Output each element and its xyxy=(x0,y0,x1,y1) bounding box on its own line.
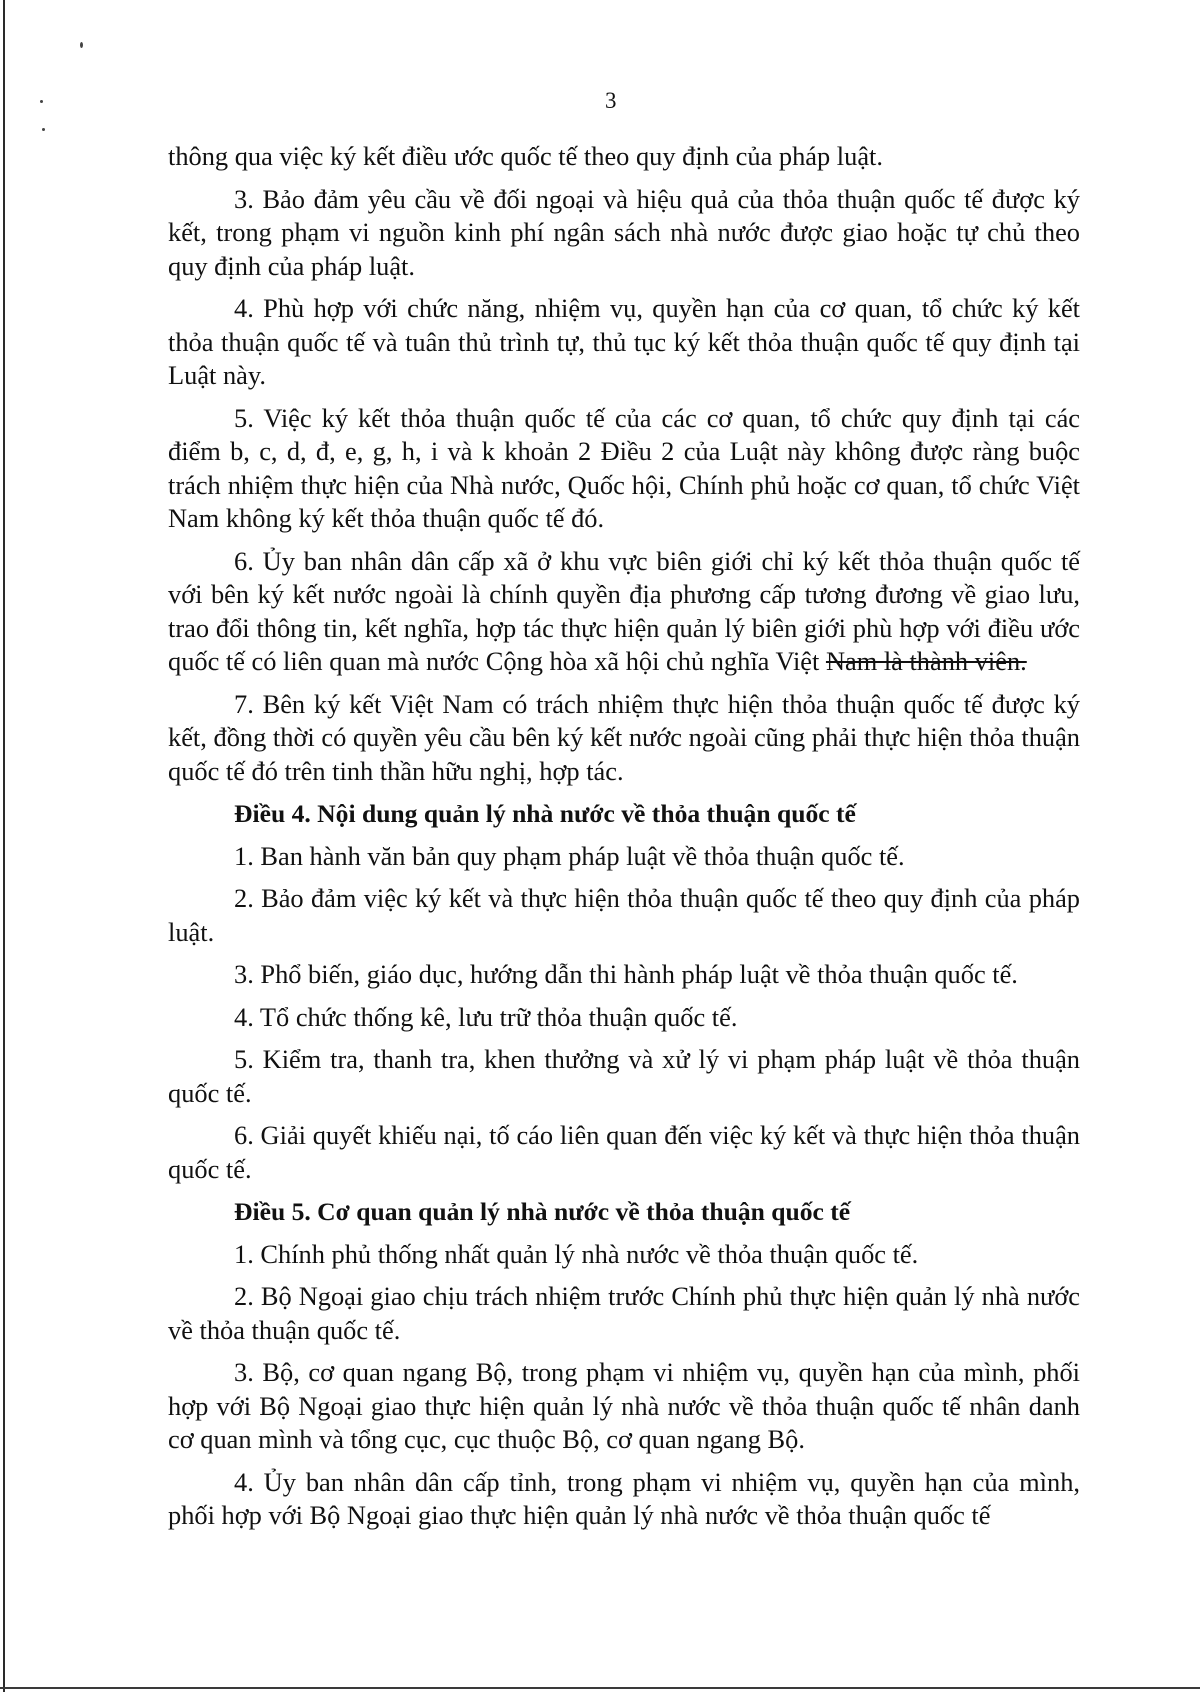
article-5-item-4: 4. Ủy ban nhân dân cấp tỉnh, trong phạm vi nhiệm vụ, quyền hạn của mình, phối hợp với Bộ Ngoại giao thực hiện quản lý nhà nước về thỏa thuận quốc tế xyxy=(168,1466,1080,1530)
article-4-item-4: 4. Tổ chức thống kê, lưu trữ thỏa thuận quốc tế. xyxy=(234,1001,738,1032)
paragraph-continuation: thông qua việc ký kết điều ước quốc tế theo quy định của pháp luật. xyxy=(168,141,883,171)
scan-speck xyxy=(80,42,83,48)
article-4-heading: Điều 4. Nội dung quản lý nhà nước về thỏa thuận quốc tế xyxy=(234,799,856,828)
article-5-heading: Điều 5. Cơ quan quản lý nhà nước về thỏa thuận quốc tế xyxy=(234,1197,851,1226)
scan-left-border xyxy=(3,0,5,1692)
article-5-item-2: 2. Bộ Ngoại giao chịu trách nhiệm trước Chính phủ thực hiện quản lý nhà nước về thỏa thuận quốc tế. xyxy=(168,1281,1080,1345)
paragraph-item-5: 5. Việc ký kết thỏa thuận quốc tế của các cơ quan, tổ chức quy định tại các điểm b, c, d, đ, e, g, h, i và k khoản 2 Điều 2 của Luật này không được ràng buộc trách nhiệm thực hiện của Nhà nước, Quốc hội, Chính phủ hoặc cơ quan, tổ chức Việt Nam không ký kết thỏa thuận quốc tế đó. xyxy=(168,402,1080,533)
article-4-item-2: 2. Bảo đảm việc ký kết và thực hiện thỏa thuận quốc tế theo quy định của pháp luật. xyxy=(168,883,1080,947)
paragraph-item-3: 3. Bảo đảm yêu cầu về đối ngoại và hiệu quả của thỏa thuận quốc tế được ký kết, trong phạm vi nguồn kinh phí ngân sách nhà nước được giao hoặc tự chủ theo quy định của pháp luật. xyxy=(168,183,1080,281)
paragraph-item-6-text: 6. Ủy ban nhân dân cấp xã ở khu vực biên giới chỉ ký kết thỏa thuận quốc tế với bên ký kết nước ngoài là chính quyền địa phương cấp tương đương về giao lưu, trao đổi thông tin, kết nghĩa, hợp tác thực hiện quản lý biên giới phù hợp với điều ước quốc tế có liên quan mà nước Cộng hòa xã hội chủ nghĩa Việt xyxy=(168,545,1080,676)
scan-bottom-border xyxy=(0,1687,1200,1689)
article-4-item-5: 5. Kiểm tra, thanh tra, khen thưởng và xử lý vi phạm pháp luật về thỏa thuận quốc tế. xyxy=(168,1044,1080,1108)
article-5-item-3: 3. Bộ, cơ quan ngang Bộ, trong phạm vi nhiệm vụ, quyền hạn của mình, phối hợp với Bộ Ngoại giao thực hiện quản lý nhà nước về thỏa thuận quốc tế nhân danh cơ quan mình và tổng cục, cục thuộc Bộ, cơ quan ngang Bộ. xyxy=(168,1357,1080,1454)
document-body xyxy=(168,140,1080,1542)
paragraph-item-7: 7. Bên ký kết Việt Nam có trách nhiệm thực hiện thỏa thuận quốc tế được ký kết, đồng thời có quyền yêu cầu bên ký kết nước ngoài cũng phải thực hiện thỏa thuận quốc tế đó trên tinh thần hữu nghị, hợp tác. xyxy=(168,688,1080,786)
page-number: 3 xyxy=(605,88,617,113)
article-4-item-6: 6. Giải quyết khiếu nại, tố cáo liên quan đến việc ký kết và thực hiện thỏa thuận quốc tế. xyxy=(168,1120,1080,1184)
paragraph-item-6 xyxy=(168,545,1080,679)
article-5-item-1: 1. Chính phủ thống nhất quản lý nhà nước về thỏa thuận quốc tế. xyxy=(234,1238,919,1269)
struck-text: Nam là thành viên. xyxy=(825,646,1027,676)
scan-speck xyxy=(40,100,43,103)
article-4-item-3: 3. Phổ biến, giáo dục, hướng dẫn thi hành pháp luật về thỏa thuận quốc tế. xyxy=(234,959,1018,989)
paragraph-item-4: 4. Phù hợp với chức năng, nhiệm vụ, quyền hạn của cơ quan, tổ chức ký kết thỏa thuận quốc tế và tuân thủ trình tự, thủ tục ký kết thỏa thuận quốc tế quy định tại Luật này. xyxy=(168,293,1080,390)
scan-speck xyxy=(42,128,45,131)
article-4-item-1: 1. Ban hành văn bản quy phạm pháp luật về thỏa thuận quốc tế. xyxy=(234,840,905,871)
